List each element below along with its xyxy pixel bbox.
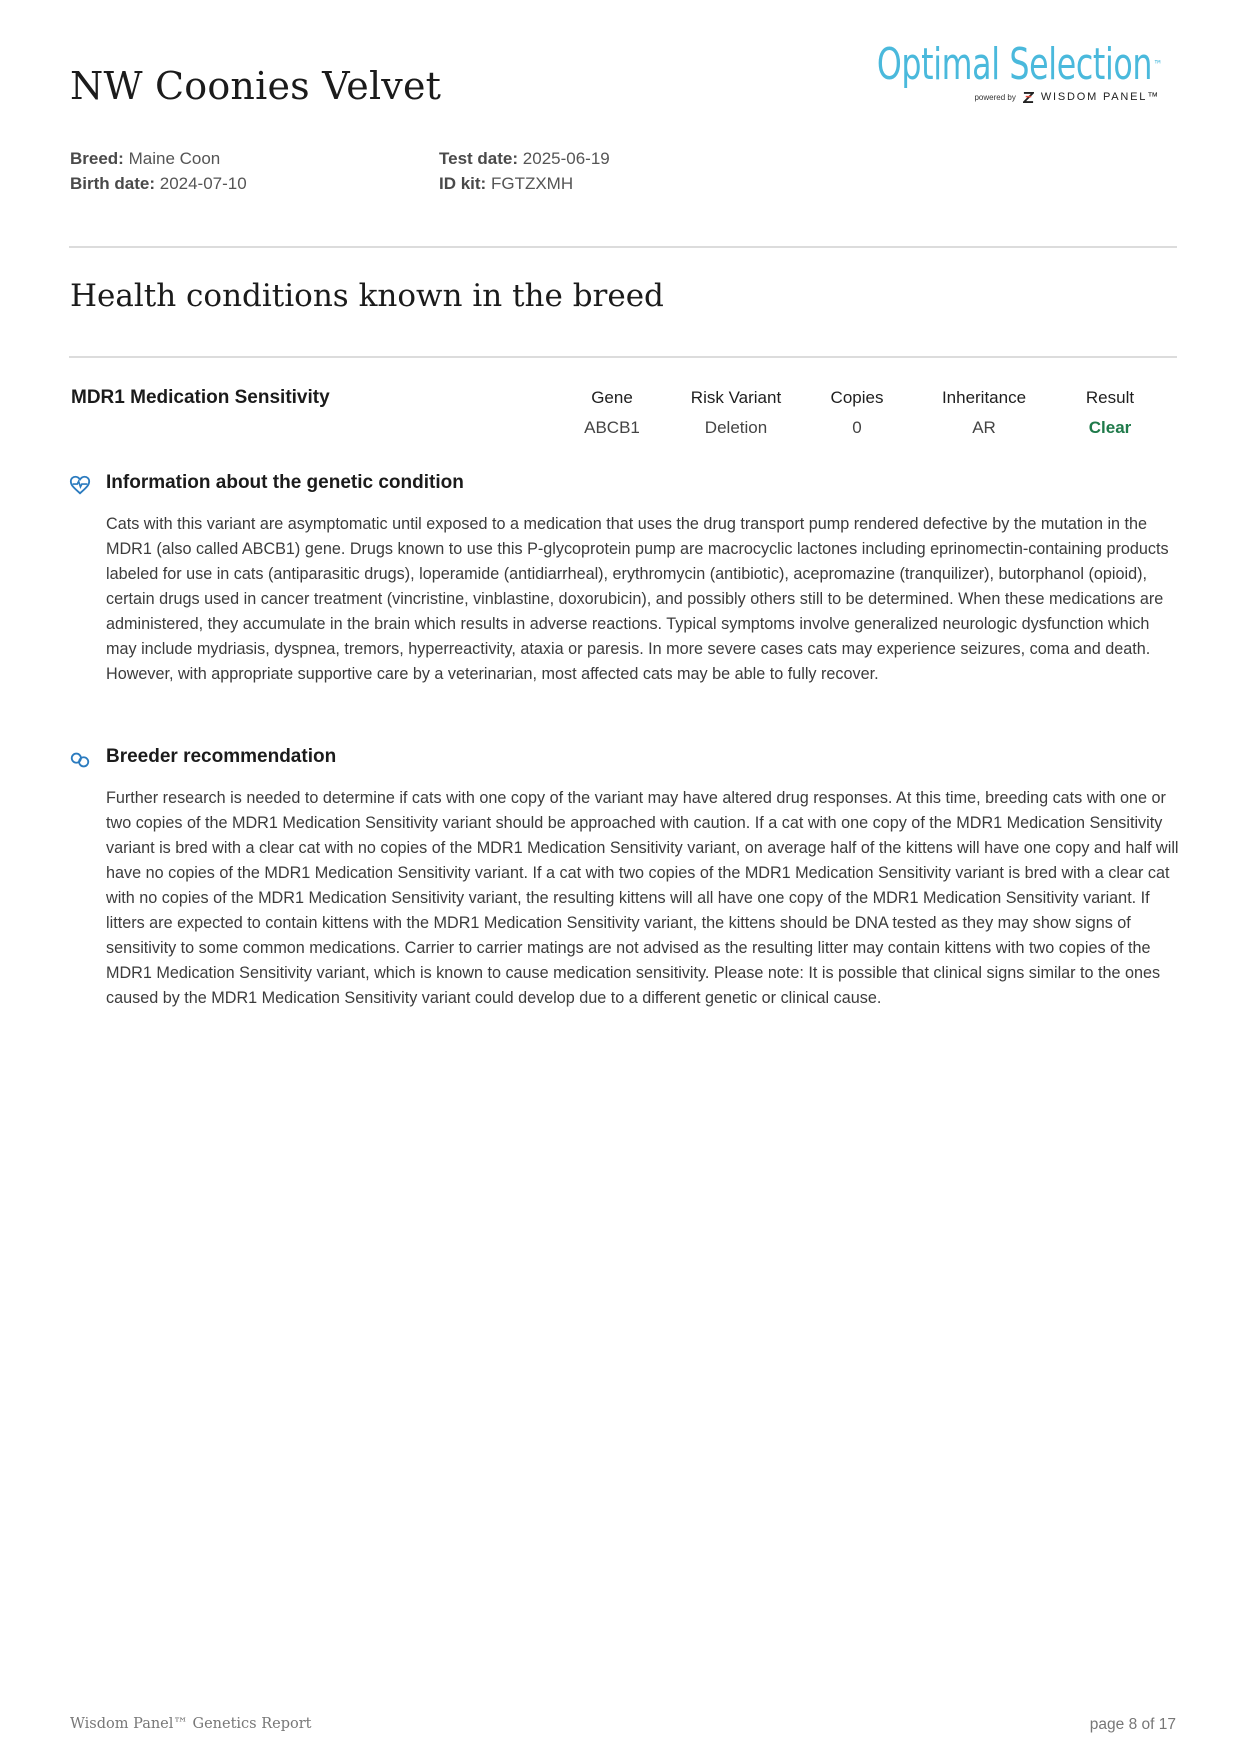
- column-header: Copies: [830, 388, 884, 407]
- heart-pulse-icon: [69, 474, 91, 496]
- divider: [69, 246, 1177, 248]
- logo-subline: [974, 91, 1160, 103]
- id-kit-value: FGTZXMH: [490, 174, 574, 193]
- column-value: 0: [852, 418, 862, 437]
- copies-column: [831, 386, 884, 440]
- breed-row: Breed: Maine Coon: [70, 149, 221, 168]
- breeding-icon: [69, 749, 91, 771]
- cat-name: NW Coonies Velvet: [70, 64, 442, 108]
- id-kit-row: ID kit: FGTZXMH: [439, 174, 574, 193]
- optimal-selection-logo: [876, 39, 1162, 110]
- meta-left: [70, 146, 247, 196]
- breeder-title: Breeder recommendation: [106, 746, 337, 767]
- risk-variant-column: [691, 386, 781, 440]
- column-header: Risk Variant: [690, 388, 782, 407]
- breeder-text: Further research is needed to determine if cats with one copy of the variant may have altered drug responses. At this time, breeding cats with one or two copies of the MDR1 Medication Sensitivity variant should be approached with caution. If a cat with one copy of the MDR1 Medication Sensitivity variant is bred with a clear cat with no copies of the MDR1 Medication Sensitivity variant, on average half of the kittens will have one copy and half will have no copies of the MDR1 Medication Sensitivity variant. If a cat with two copies of the MDR1 Medication Sensitivity variant is bred with a clear cat with no copies of the MDR1 Medication Sensitivity variant, the resulting kittens will all have one copy of the MDR1 Medication Sensitivity variant. If litters are expected to contain kittens with the MDR1 Medication Sensitivity variant, the kittens should be DNA tested as they may show signs of sensitivity to some common medications. Carrier to carrier matings are not advised as the resulting litter may contain kittens with two copies of the MDR1 Medication Sensitivity variant, which is known to cause medication sensitivity. Please note: It is possible that clinical signs similar to the ones caused by the MDR1 Medication Sensitivity variant could develop due to a different genetic or clinical cause.: [106, 789, 1179, 1007]
- test-date-row: Test date: 2025-06-19: [439, 149, 610, 168]
- logo-brand: WISDOM PANEL™: [1040, 91, 1160, 103]
- divider: [69, 356, 1177, 358]
- breed-value: Maine Coon: [128, 149, 221, 168]
- column-value: AR: [972, 418, 996, 437]
- birth-date-value: 2024-07-10: [159, 174, 247, 193]
- condition-name: MDR1 Medication Sensitivity: [71, 387, 330, 408]
- column-header: Gene: [591, 388, 633, 407]
- birth-date-row: Birth date: 2024-07-10: [70, 174, 247, 193]
- info-title: Information about the genetic condition: [106, 472, 464, 493]
- inheritance-column: [942, 386, 1026, 440]
- section-title: Health conditions known in the breed: [70, 278, 664, 314]
- logo-title: Optimal Selection™: [876, 39, 1162, 90]
- column-value: Deletion: [704, 418, 768, 437]
- gene-column: [584, 386, 640, 440]
- page-number: page 8 of 17: [1089, 1716, 1176, 1733]
- column-header: Inheritance: [941, 388, 1027, 407]
- column-value: ABCB1: [584, 418, 640, 437]
- result-badge: Clear: [1088, 418, 1132, 437]
- wisdom-panel-mark-icon: [1023, 92, 1034, 103]
- column-header: Result: [1085, 388, 1135, 407]
- meta-right: [439, 146, 610, 196]
- result-column: [1086, 386, 1134, 440]
- test-date-value: 2025-06-19: [522, 149, 610, 168]
- footer-report-title: Wisdom Panel™ Genetics Report: [70, 1716, 312, 1732]
- info-text: Cats with this variant are asymptomatic until exposed to a medication that uses the drug transport pump rendered defective by the mutation in the MDR1 (also called ABCB1) gene. Drugs known to use this P-glycoprotein pump are macrocyclic lactones including eprinomectin-containing products labeled for use in cats (antiparasitic drugs), loperamide (antidiarrheal), erythromycin (antibiotic), acepromazine (tranquilizer), butorphanol (opioid), certain drugs used in cancer treatment (vincristine, vinblastine, doxorubicin), and possibly others still to be determined. When these medications are administered, they accumulate in the brain which results in adverse reactions. Typical symptoms involve generalized neurologic dysfunction which may include mydriasis, dyspnea, tremors, hyperreactivity, ataxia or paresis. In more severe cases cats may experience seizures, coma and death. However, with appropriate supportive care by a veterinarian, most affected cats may be able to fully recover.: [106, 515, 1169, 683]
- logo-powered-by: powered by: [974, 92, 1016, 102]
